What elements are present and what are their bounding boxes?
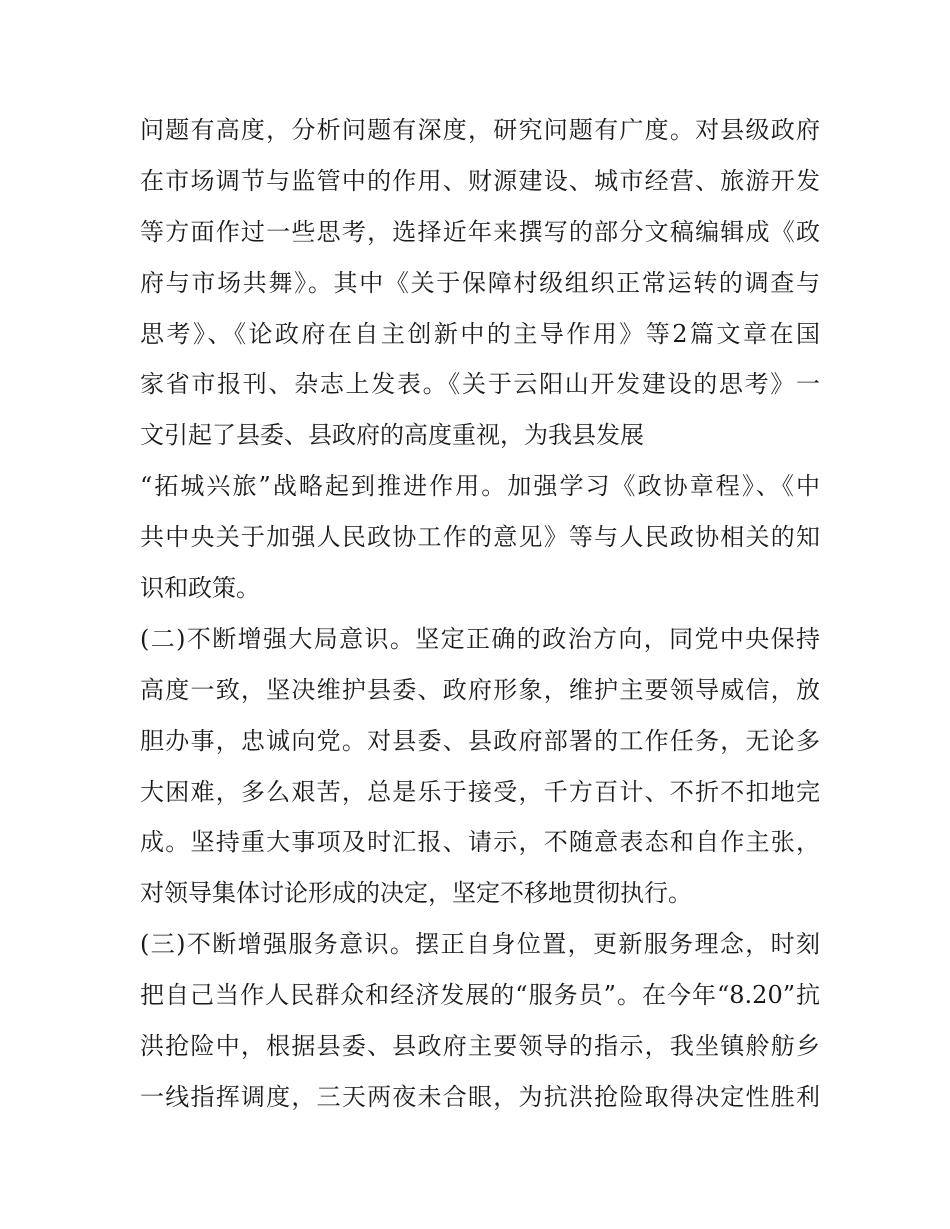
text-line: 对领导集体讨论形成的决定，坚定不移地贯彻执行。 (140, 879, 692, 908)
text-line: 高度一致，坚决维护县委、政府形象，维护主要领导威信，放 (140, 675, 820, 704)
text-line: (三)不断增强服务意识。摆正自身位置，更新服务理念，时刻 (140, 930, 820, 959)
text-line: 共中央关于加强人民政协工作的意见》等与人民政协相关的知 (140, 523, 820, 552)
text-line: 成。坚持重大事项及时汇报、请示，不随意表态和自作主张， (140, 828, 820, 857)
text-line: (二)不断增强大局意识。坚定正确的政治方向，同党中央保持 (140, 624, 820, 653)
text-line: 一线指挥调度，三天两夜未合眼，为抗洪抢险取得决定性胜利 (140, 1082, 820, 1111)
text-line: 问题有高度，分析问题有深度，研究问题有广度。对县级政府 (140, 116, 820, 144)
text-line: 大困难，多么艰苦，总是乐于接受，千方百计、不折不扣地完 (140, 777, 820, 806)
text-line: 家省市报刊、杂志上发表。《关于云阳山开发建设的思考》一 (140, 370, 820, 399)
text-line: 胆办事，忠诚向党。对县委、县政府部署的工作任务，无论多 (140, 726, 820, 755)
text-line: “拓城兴旅”战略起到推进作用。加强学习《政协章程》、《中 (140, 472, 820, 501)
text-line: 在市场调节与监管中的作用、财源建设、城市经营、旅游开发 (140, 166, 820, 195)
text-line: 洪抢险中，根据县委、县政府主要领导的指示，我坐镇舲舫乡 (140, 1032, 820, 1061)
text-line: 思考》、《论政府在自主创新中的主导作用》等2篇文章在国 (140, 319, 820, 348)
text-line: 把自己当作人民群众和经济发展的“服务员”。在今年“8.20”抗 (140, 981, 820, 1010)
text-line: 府与市场共舞》。其中《关于保障村级组织正常运转的调查与 (140, 268, 820, 297)
text-line: 等方面作过一些思考，选择近年来撰写的部分文稿编辑成《政 (140, 217, 820, 246)
text-line: 识和政策。 (140, 574, 260, 603)
body-text (140, 105, 820, 1123)
text-line: 文引起了县委、县政府的高度重视，为我县发展 (140, 421, 644, 450)
